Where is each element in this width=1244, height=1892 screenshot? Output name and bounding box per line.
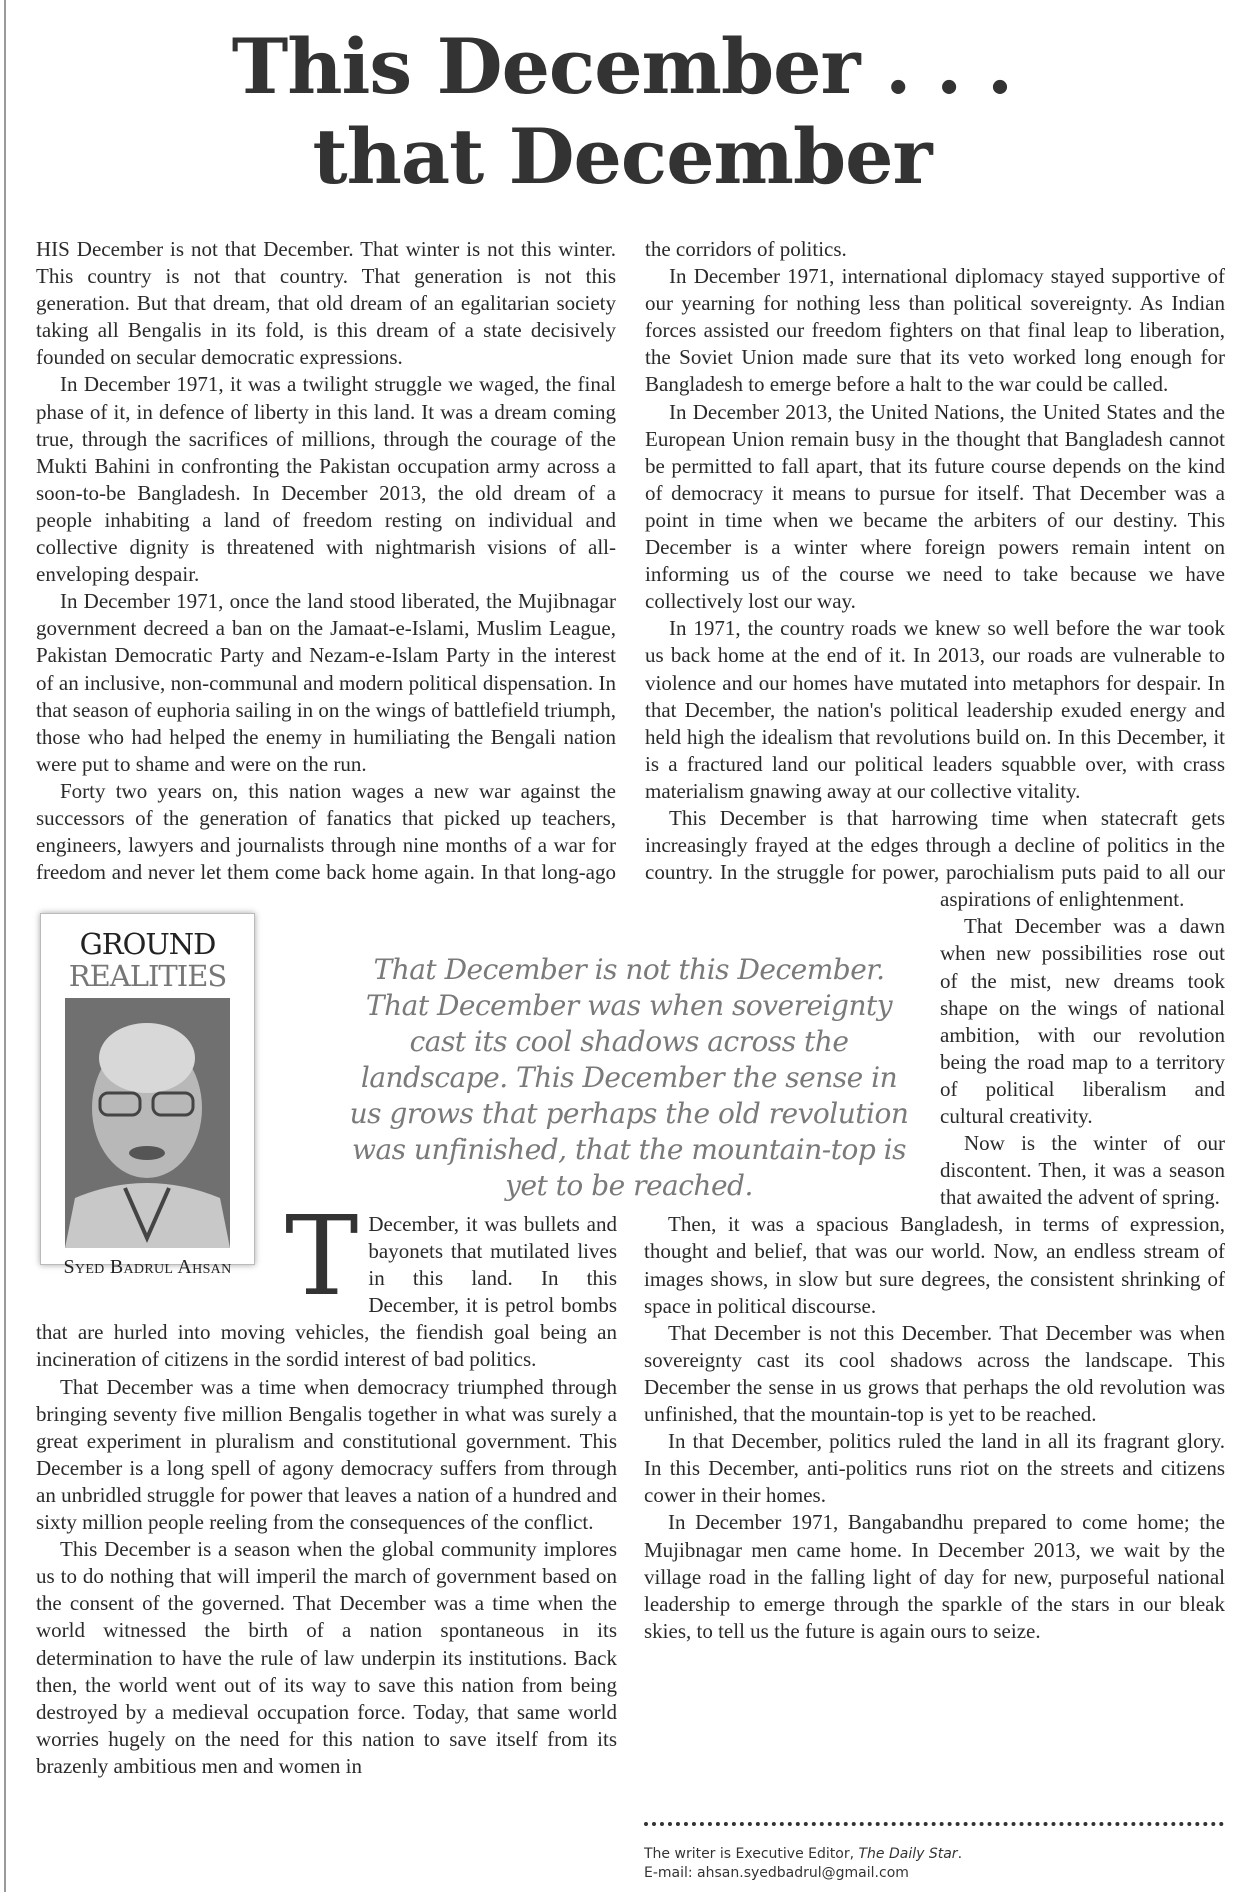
paragraph: That December is not this December. That December was when sovereignty cast its cool shadows across the landscape. This December the sense in us grows that perhaps the old revolution was unfinished, that the mountain-top is yet to be reached. xyxy=(644,1320,1225,1427)
publication-name: The Daily Star xyxy=(858,1846,958,1862)
paragraph: This December is a season when the global community implores us to do nothing that will imperil the march of government based on the consent of the governed. That December was a time when the world witnessed the birth of a nation spontaneous in its determination to have the rule of law underpin its institutions. Back then, the world went out of its way to save this nation from being destroyed by a medieval occupation force. Today, that same world worries hugely on the need for this nation to save itself from its brazenly ambitious men and women in xyxy=(36,1537,617,1778)
paragraph: This December is that harrowing time when statecraft gets increasingly frayed at the edges through a decline of politics in the country. In the struggle for power, parochialism puts paid to all our aspirations of enlightenment. xyxy=(645,805,1225,912)
paragraph: That December was a dawn when new possibilities rose out of the mist, new dreams took shape on the wings of national ambition, with our revolution being the road map to a territory of political liberalism and cultural creativity. xyxy=(940,914,1225,1128)
writer-credit: The writer is Executive Editor, The Daily Star. xyxy=(644,1846,963,1862)
paragraph: In that December, politics ruled the land in all its fragrant glory. In this December, anti-politics runs riot on the streets and citizens cower in their homes. xyxy=(644,1429,1225,1508)
author-email[interactable]: E-mail: ahsan.syedbadrul@gmail.com xyxy=(644,1865,909,1881)
paragraph-continuation: the corridors of politics. xyxy=(645,237,847,261)
paragraph: In 1971, the country roads we knew so well before the war took us back home at the end of it. In 2013, our roads are vulnerable to violence and our homes have mutated into metaphors for despair. In that December, the nation's political leadership exuded energy and held high the idealism that revolutions build on. In this December, it is a fractured land our political leaders squabble over, with crass materialism gnawing away at our collective vitality. xyxy=(645,616,1225,803)
paragraph: That December was a time when democracy triumphed through bringing seventy five million Bengalis together in what was surely a great experiment in pluralism and constitutional government. This December is a long spell of agony democracy suffers from through an unbridled struggle for power that leaves a nation of a hundred and sixty million people reeling from the consequences of the conflict. xyxy=(36,1374,617,1535)
column-rule xyxy=(4,0,6,1892)
paragraph: In December 2013, the United Nations, the United States and the European Union remain busy in the thought that Bangladesh cannot be permitted to fall apart, that its future course depends on the kind of democracy it means to pursue for itself. That December was a point in time when we became the arbiters of our destiny. This December is a winter where foreign powers remain intent on informing us of the course we need to take because we have collectively lost our way. xyxy=(645,399,1225,614)
column-name-line-2: REALITIES xyxy=(68,959,227,993)
lead-paragraph: T HIS December is not that December. That winter is not this winter. This country is not that country. That generation is not this generation. But that dream, that old dream of an egalitarian society taking all Bengalis in its fold, is this dream of a state decisively founded on secular democratic expressions. xyxy=(36,237,616,1320)
paragraph: In December 1971, international diplomacy stayed supportive of our yearning for nothing less than political sovereignty. As Indian forces assisted our freedom fighters on that final leap to liberation, the Soviet Union made sure that its veto worked long enough for Bangladesh to emerge before a halt to the war could be called. xyxy=(645,264,1225,397)
dotted-divider xyxy=(644,1822,1224,1830)
headline-line-2: that December xyxy=(312,112,932,201)
paragraph: In December 1971, once the land stood liberated, the Mujibnagar government decreed a ban on the Jamaat-e-Islami, Muslim League, Pakistan Democratic Party and Nezam-e-Islam Party in the interest of an inclusive, non-communal and modern political dispensation. In that season of euphoria sailing in on the wings of battlefield triumph, those who had helped the enemy in humiliating the Bengali nation were put to shame and were on the run. xyxy=(36,589,616,776)
paragraph: Now is the winter of our discontent. Then, it was a season that awaited the advent of spring. xyxy=(940,1131,1225,1210)
author-note xyxy=(644,1845,962,1883)
drop-cap: T xyxy=(285,1192,359,1320)
author-portrait-icon xyxy=(65,998,230,1248)
column-box xyxy=(36,913,285,1292)
paragraph: Forty two years on, this nation wages a new war against the successors of the generation of fanatics that picked up teachers, engineers, lawyers and journalists through nine months of a war for freedom and never let them come back home again. In that long-ago December, it was bullets and bayonets that mutilated lives in this land. In this December, it is petrol bombs that are hurled into moving vehicles, the fiendish goal being an incineration of citizens in the sordid interest of bad politics. xyxy=(36,778,617,1372)
paragraph: In December 1971, Bangabandhu prepared to come home; the Mujibnagar men came home. In December 2013, we wait by the village road in the falling light of day for new, purposeful national leadership to emerge through the sparkle of the stars in our bleak skies, to tell us the future is again ours to seize. xyxy=(644,1510,1225,1643)
column-name-line-1: GROUND xyxy=(79,927,216,961)
right-text-column xyxy=(644,236,1225,1645)
pull-quote: That December is not this December. That December was when sovereignty cast its cool shadows across the landscape. This December the sense in us grows that perhaps the old revolution was unfinished, that the mountain-top is yet to be reached. xyxy=(349,953,909,1202)
paragraph: In December 1971, it was a twilight struggle we waged, the final phase of it, in defence of liberty in this land. It was a dream coming true, through the sacrifices of millions, through the courage of the Mukti Bahini in confronting the Pakistan occupation army across a soon-to-be Bangladesh. In December 2013, the old dream of a people inhabiting a land of freedom resting on individual and collective dignity is threatened with nightmarish visions of all-enveloping despair. xyxy=(36,372,616,587)
paragraph: Then, it was a spacious Bangladesh, in terms of expression, thought and belief, that was our world. Now, an endless stream of images shows, in slow but sure degrees, the consistent shrinking of space in political discourse. xyxy=(644,1212,1225,1318)
author-byline: Syed Badrul Ahsan xyxy=(63,1256,232,1278)
headline-line-1: This December . . . xyxy=(231,22,1013,111)
headline xyxy=(0,22,1244,202)
author-photo xyxy=(65,998,230,1248)
